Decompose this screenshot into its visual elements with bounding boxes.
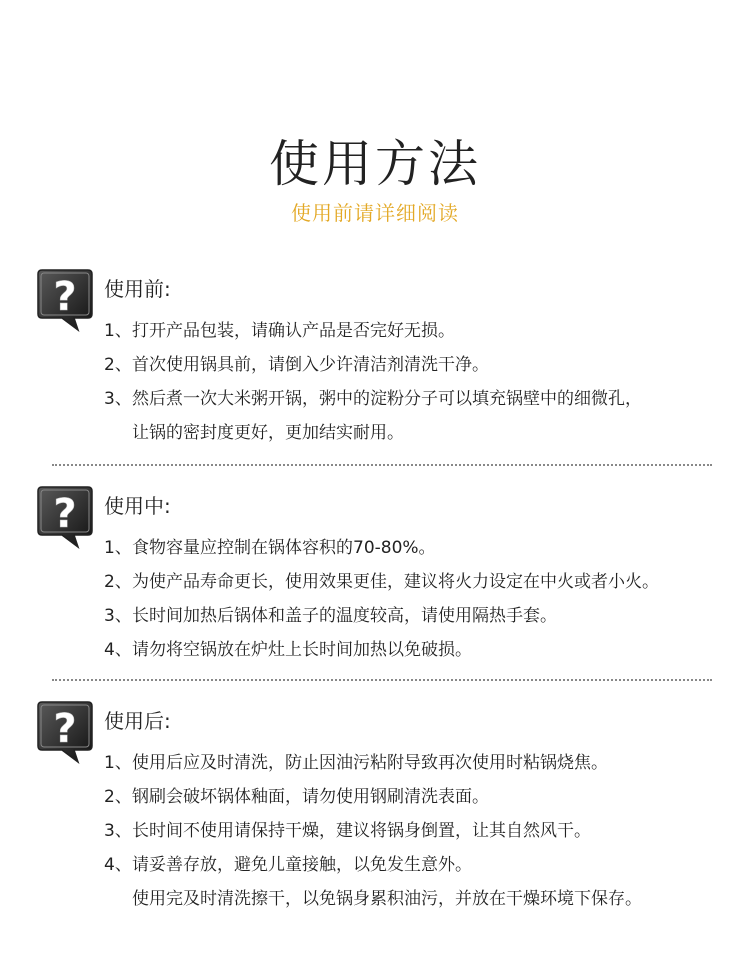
item-number: 2、 xyxy=(104,787,132,807)
list-item xyxy=(104,882,750,916)
item-number xyxy=(104,416,132,450)
item-number: 1、 xyxy=(104,753,132,773)
item-number: 4、 xyxy=(104,855,132,875)
item-number: 3、 xyxy=(104,821,132,841)
item-text: 钢刷会破坏锅体釉面，请勿使用钢刷清洗表面。 xyxy=(132,787,489,807)
section-title: 使用后: xyxy=(104,709,171,733)
section-title: 使用前: xyxy=(104,277,171,301)
item-text: 让锅的密封度更好，更加结实耐用。 xyxy=(132,423,404,443)
item-number xyxy=(104,882,132,916)
item-text: 打开产品包装，请确认产品是否完好无损。 xyxy=(132,321,455,341)
list-item xyxy=(104,531,750,565)
list-item xyxy=(104,848,750,882)
section-title: 使用中: xyxy=(104,494,171,518)
question-mark-icon xyxy=(36,485,94,549)
item-text: 然后煮一次大米粥开锅，粥中的淀粉分子可以填充锅壁中的细微孔， xyxy=(132,389,642,409)
item-number: 2、 xyxy=(104,572,132,592)
item-text: 为使产品寿命更长，使用效果更佳，建议将火力设定在中火或者小火。 xyxy=(132,572,659,592)
item-list xyxy=(104,746,750,916)
dotted-divider xyxy=(52,679,712,681)
item-text: 长时间不使用请保持干燥，建议将锅身倒置，让其自然风干。 xyxy=(132,821,591,841)
list-item xyxy=(104,382,750,416)
list-item xyxy=(104,780,750,814)
svg-text:?: ? xyxy=(53,491,77,537)
item-number: 1、 xyxy=(104,321,132,341)
question-mark-icon xyxy=(36,700,94,764)
item-list xyxy=(104,531,750,667)
section-before-use xyxy=(0,268,750,448)
section-during-use xyxy=(0,485,750,665)
list-item xyxy=(104,746,750,780)
list-item xyxy=(104,348,750,382)
list-item xyxy=(104,599,750,633)
item-text: 使用完及时清洗擦干，以免锅身累积油污，并放在干燥环境下保存。 xyxy=(132,889,642,909)
item-number: 2、 xyxy=(104,355,132,375)
item-text: 使用后应及时清洗，防止因油污粘附导致再次使用时粘锅烧焦。 xyxy=(132,753,608,773)
item-text: 请勿将空锅放在炉灶上长时间加热以免破损。 xyxy=(132,640,472,660)
question-mark-icon xyxy=(36,268,94,332)
item-list xyxy=(104,314,750,450)
list-item xyxy=(104,814,750,848)
page-title: 使用方法 xyxy=(269,135,481,193)
item-number: 3、 xyxy=(104,606,132,626)
dotted-divider xyxy=(52,464,712,466)
item-number: 4、 xyxy=(104,640,132,660)
list-item xyxy=(104,416,750,450)
item-number: 1、 xyxy=(104,538,132,558)
section-after-use xyxy=(0,700,750,920)
list-item xyxy=(104,314,750,348)
item-number: 3、 xyxy=(104,389,132,409)
list-item xyxy=(104,633,750,667)
page-subtitle: 使用前请详细阅读 xyxy=(291,201,459,225)
item-text: 请妥善存放，避免儿童接触，以免发生意外。 xyxy=(132,855,472,875)
item-text: 长时间加热后锅体和盖子的温度较高，请使用隔热手套。 xyxy=(132,606,557,626)
item-text: 食物容量应控制在锅体容积的70-80%。 xyxy=(132,538,436,558)
list-item xyxy=(104,565,750,599)
item-text: 首次使用锅具前，请倒入少许清洁剂清洗干净。 xyxy=(132,355,489,375)
svg-text:?: ? xyxy=(53,274,77,320)
svg-text:?: ? xyxy=(53,706,77,752)
